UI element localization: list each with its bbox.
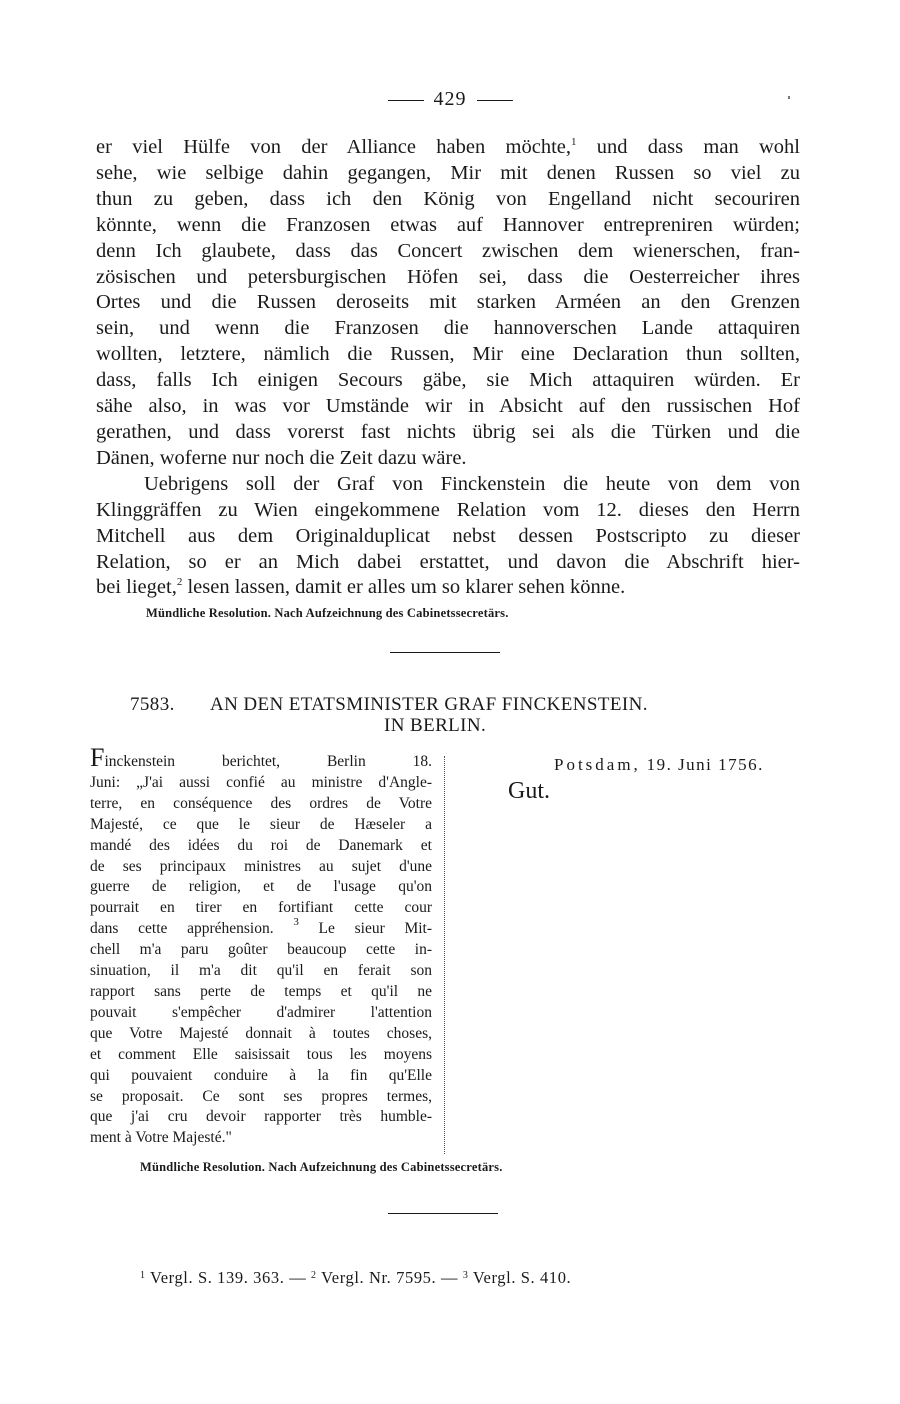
document-number: 7583. xyxy=(130,694,175,715)
body-line: sehe, wie selbige dahin gegangen, Mir mit denen Russen so viel zu xyxy=(96,161,800,184)
report-line: que Votre Majesté donnait à toutes choses, xyxy=(90,1024,432,1042)
report-line: terre, en conséquence des ordres de Votre xyxy=(90,794,432,812)
drop-cap: F xyxy=(90,743,105,772)
report-line: Majesté, ce que le sieur de Hæseler a xyxy=(90,815,432,833)
dateline xyxy=(554,755,764,775)
report-line-tail: Le sieur Mit- xyxy=(318,920,433,938)
report-line: de ses principaux ministres au sujet d'une xyxy=(90,857,432,875)
section-divider xyxy=(390,652,500,653)
page-number-dash-right xyxy=(477,100,513,101)
report-line-1-text: inckenstein berichtet, Berlin 18. xyxy=(104,753,432,770)
body-line: zösischen und petersburgischen Höfen sei, dass die Oesterreicher ihres xyxy=(96,265,800,288)
footnote-ref-2: 2 xyxy=(176,576,183,589)
body-line-1-text: er viel Hülfe von der Alliance haben möchte, xyxy=(96,136,571,158)
body-last-tail: lesen lassen, damit er alles um so klarer sehen könne. xyxy=(187,576,626,599)
report-line: que j'ai cru devoir rapporter très humble- xyxy=(90,1108,432,1126)
body-line: sähe also, in was vor Umstände wir in Absicht auf den russischen Hof xyxy=(96,395,800,418)
report-line: guerre de religion, et de l'usage qu'on xyxy=(90,878,432,896)
letter-body xyxy=(96,135,800,601)
section-divider xyxy=(388,1213,498,1214)
body-line: Klinggräffen zu Wien eingekommene Relation vom 12. dieses den Herrn xyxy=(96,498,800,521)
heading-line-1: AN DEN ETATSMINISTER GRAF FINCKENSTEIN. xyxy=(210,694,648,715)
body-line: thun zu geben, dass ich den König von Engelland nicht secouriren xyxy=(96,187,800,210)
body-line: wollten, letztere, nämlich die Russen, Mir eine Declaration thun sollten, xyxy=(96,343,800,366)
body-line-1 xyxy=(96,135,800,161)
resolution-note: Mündliche Resolution. Nach Aufzeichnung des Cabinetssecretärs. xyxy=(140,1160,503,1174)
footnote-mark: 1 xyxy=(140,1270,146,1281)
report-line: rapport sans perte de temps et qu'il ne xyxy=(90,982,432,1000)
body-last-head: bei lieget, xyxy=(96,576,177,599)
heading-line-2: IN BERLIN. xyxy=(384,715,487,736)
report-line: ment à Votre Majesté." xyxy=(90,1129,232,1147)
body-line: Mitchell aus dem Originalduplicat nebst dessen Postscripto zu dieser xyxy=(96,524,800,547)
footnote-separator: — xyxy=(289,1268,307,1287)
body-line: Ortes und die Russen deroseits mit starken Arméen an den Grenzen xyxy=(96,291,800,314)
report-line: qui pouvaient conduire à la fin qu'Elle xyxy=(90,1066,432,1084)
report-line: pouvait s'empêcher d'admirer l'attention xyxy=(90,1003,432,1021)
page-number xyxy=(0,88,900,111)
footnote-text: Vergl. S. 410. xyxy=(472,1268,572,1287)
footnote-text: Vergl. S. 139. 363. xyxy=(150,1268,285,1287)
stray-mark xyxy=(788,96,790,99)
report-line-fn xyxy=(90,916,433,940)
footnote-mark: 3 xyxy=(462,1270,469,1281)
body-line: denn Ich glaubete, dass das Concert zwischen dem wienerschen, fran- xyxy=(96,239,800,262)
footnote-ref-1: 1 xyxy=(570,136,577,148)
report-line: sinuation, il m'a dit qu'il en ferait son xyxy=(90,962,432,980)
resolution-note: Mündliche Resolution. Nach Aufzeichnung des Cabinetssecretärs. xyxy=(146,606,509,620)
dateline-date: 19. Juni 1756. xyxy=(646,755,764,774)
footnotes xyxy=(140,1268,571,1288)
body-line: Dänen, woferne nur noch die Zeit dazu wäre. xyxy=(96,446,467,469)
report-line-1 xyxy=(90,743,432,773)
report-line: mandé des idées du roi de Danemark et xyxy=(90,836,432,854)
body-line: Relation, so er an Mich dabei erstattet, und davon die Abschrift hier- xyxy=(96,550,800,573)
report-line: chell m'a paru goûter beaucoup cette in- xyxy=(90,941,432,959)
report-line: Juni: „J'ai aussi confié au ministre d'Angle- xyxy=(90,773,432,791)
body-line-1-tail: und dass man wohl xyxy=(576,136,800,158)
report-line: pourrait en tirer en fortifiant cette cour xyxy=(90,899,432,917)
body-line: gerathen, und dass vorerst fast nichts übrig sei als die Türken und die xyxy=(96,420,800,443)
body-line: Uebrigens soll der Graf von Finckenstein die heute von dem von xyxy=(144,472,800,495)
footnote-text: Vergl. Nr. 7595. xyxy=(321,1268,437,1287)
body-line: dass, falls Ich einigen Secours gäbe, sie Mich attaquiren würden. Er xyxy=(96,369,800,392)
report-summary xyxy=(90,743,433,1149)
page-number-text: 429 xyxy=(433,88,467,110)
dateline-place: Potsdam, xyxy=(554,755,641,774)
footnote-mark: 2 xyxy=(311,1270,317,1281)
royal-reply: Gut. xyxy=(508,778,550,804)
report-line-head: dans cette appréhension. xyxy=(90,920,274,938)
footnote-ref-3: 3 xyxy=(293,916,299,929)
page-number-dash-left xyxy=(388,100,424,101)
report-line: se proposait. Ce sont ses propres termes, xyxy=(90,1087,432,1105)
body-line: sein, und wenn die Franzosen die hannoverschen Lande attaquiren xyxy=(96,317,800,340)
column-divider xyxy=(444,756,445,1154)
report-line: et comment Elle saisissait tous les moyens xyxy=(90,1045,432,1063)
footnote-separator: — xyxy=(440,1268,459,1287)
body-line-last xyxy=(96,575,800,601)
body-line: könnte, wenn die Franzosen etwas auf Hannover entrepreniren würden; xyxy=(96,213,800,236)
